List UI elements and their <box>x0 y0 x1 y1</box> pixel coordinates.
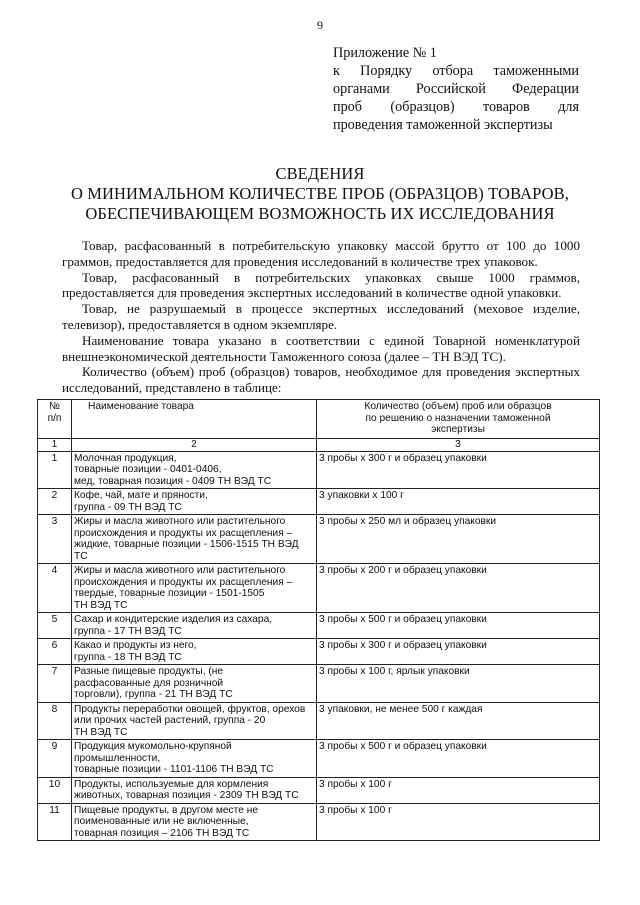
header-num: № п/п <box>38 400 72 439</box>
page-number: 9 <box>317 18 323 32</box>
column-index-row <box>38 439 600 452</box>
row-num: 2 <box>38 489 72 515</box>
row-name: Разные пищевые продукты, (не расфасованные для розничной торговли), группа - 21 ТН ВЭД ТС <box>72 665 317 703</box>
table-row <box>38 740 600 778</box>
row-name: Кофе, чай, мате и пряности, группа - 09 ТН ВЭД ТС <box>72 489 317 515</box>
row-name: Пищевые продукты, в другом месте не поименованные или не включенные, товарная позиция – 2106 ТН ВЭД ТС <box>72 803 317 841</box>
paragraph: Наименование товара указано в соответствии с единой Товарной номенклатурой внешнеэкономической деятельности Таможенного союза (далее – ТН ВЭД ТС). <box>62 332 580 364</box>
row-num: 6 <box>38 639 72 665</box>
table-row <box>38 489 600 515</box>
row-qty: 3 упаковки х 100 г <box>317 489 600 515</box>
appendix-line: к Порядку отбора таможенными <box>333 63 579 79</box>
body-text <box>62 238 580 396</box>
paragraph: Количество (объем) проб (образцов) товаров, необходимое для проведения экспертных исследований, представлено в таблице: <box>62 364 580 396</box>
header-qty: Количество (объем) проб или образцов по решению о назначении таможенной экспертизы <box>317 400 600 439</box>
row-name: Молочная продукция, товарные позиции - 0401-0406, мед, товарная позиция - 0409 ТН ВЭД ТС <box>72 451 317 489</box>
row-num: 4 <box>38 564 72 613</box>
appendix-block <box>333 44 579 134</box>
row-name: Продукты переработки овощей, фруктов, орехов или прочих частей растений, группа - 20 ТН ВЭД ТС <box>72 702 317 740</box>
appendix-line: проб (образцов) товаров для <box>333 99 579 115</box>
table-row <box>38 613 600 639</box>
row-qty: 3 пробы х 200 г и образец упаковки <box>317 564 600 613</box>
table-row <box>38 803 600 841</box>
column-index: 2 <box>72 439 317 452</box>
table-row <box>38 639 600 665</box>
samples-table <box>37 399 600 841</box>
row-qty: 3 пробы х 100 г, ярлык упаковки <box>317 665 600 703</box>
row-name: Какао и продукты из него, группа - 18 ТН ВЭД ТС <box>72 639 317 665</box>
title-line: СВЕДЕНИЯ <box>275 164 365 183</box>
appendix-line: органами Российской Федерации <box>333 81 579 97</box>
row-qty: 3 пробы х 250 мл и образец упаковки <box>317 515 600 564</box>
row-qty: 3 пробы х 100 г <box>317 777 600 803</box>
table-row <box>38 777 600 803</box>
column-index: 1 <box>38 439 72 452</box>
paragraph: Товар, расфасованный в потребительских упаковках свыше 1000 граммов, предоставляется для проведения экспертных исследований в количестве одной упаковки. <box>62 269 580 301</box>
row-num: 10 <box>38 777 72 803</box>
row-num: 11 <box>38 803 72 841</box>
column-index: 3 <box>317 439 600 452</box>
appendix-line: проведения таможенной экспертизы <box>333 117 553 133</box>
row-num: 5 <box>38 613 72 639</box>
row-qty: 3 пробы х 500 г и образец упаковки <box>317 613 600 639</box>
appendix-line: Приложение № 1 <box>333 45 437 61</box>
paragraph: Товар, не разрушаемый в процессе экспертных исследований (меховое изделие, телевизор), предоставляется в одном экземпляре. <box>62 301 580 332</box>
table-row <box>38 564 600 613</box>
row-num: 9 <box>38 740 72 778</box>
title-line: ОБЕСПЕЧИВАЮЩЕМ ВОЗМОЖНОСТЬ ИХ ИССЛЕДОВАНИЯ <box>85 204 555 223</box>
row-name: Жиры и масла животного или растительного происхождения и продукты их расщепления – твердые, товарные позиции - 1501-1505 ТН ВЭД ТС <box>72 564 317 613</box>
row-qty: 3 пробы х 100 г <box>317 803 600 841</box>
row-num: 1 <box>38 451 72 489</box>
table-row <box>38 665 600 703</box>
row-qty: 3 пробы х 300 г и образец упаковки <box>317 451 600 489</box>
document-title <box>0 164 640 224</box>
row-num: 3 <box>38 515 72 564</box>
table-row <box>38 515 600 564</box>
row-name: Продукция мукомольно-крупяной промышленности, товарные позиции - 1101-1106 ТН ВЭД ТС <box>72 740 317 778</box>
table-row <box>38 451 600 489</box>
row-name: Сахар и кондитерские изделия из сахара, группа - 17 ТН ВЭД ТС <box>72 613 317 639</box>
table-row <box>38 702 600 740</box>
row-name: Жиры и масла животного или растительного происхождения и продукты их расщепления – жидкие, товарные позиции - 1506-1515 ТН ВЭД ТС <box>72 515 317 564</box>
table-header-row <box>38 400 600 439</box>
row-num: 8 <box>38 702 72 740</box>
row-qty: 3 пробы х 300 г и образец упаковки <box>317 639 600 665</box>
title-line: О МИНИМАЛЬНОМ КОЛИЧЕСТВЕ ПРОБ (ОБРАЗЦОВ) ТОВАРОВ, <box>71 184 569 203</box>
row-qty: 3 пробы х 500 г и образец упаковки <box>317 740 600 778</box>
row-name: Продукты, используемые для кормления животных, товарная позиция - 2309 ТН ВЭД ТС <box>72 777 317 803</box>
header-name: Наименование товара <box>72 400 317 439</box>
row-num: 7 <box>38 665 72 703</box>
paragraph: Товар, расфасованный в потребительскую упаковку массой брутто от 100 до 1000 граммов, предоставляется для проведения исследований в количестве трех упаковок. <box>62 238 580 269</box>
row-qty: 3 упаковки, не менее 500 г каждая <box>317 702 600 740</box>
